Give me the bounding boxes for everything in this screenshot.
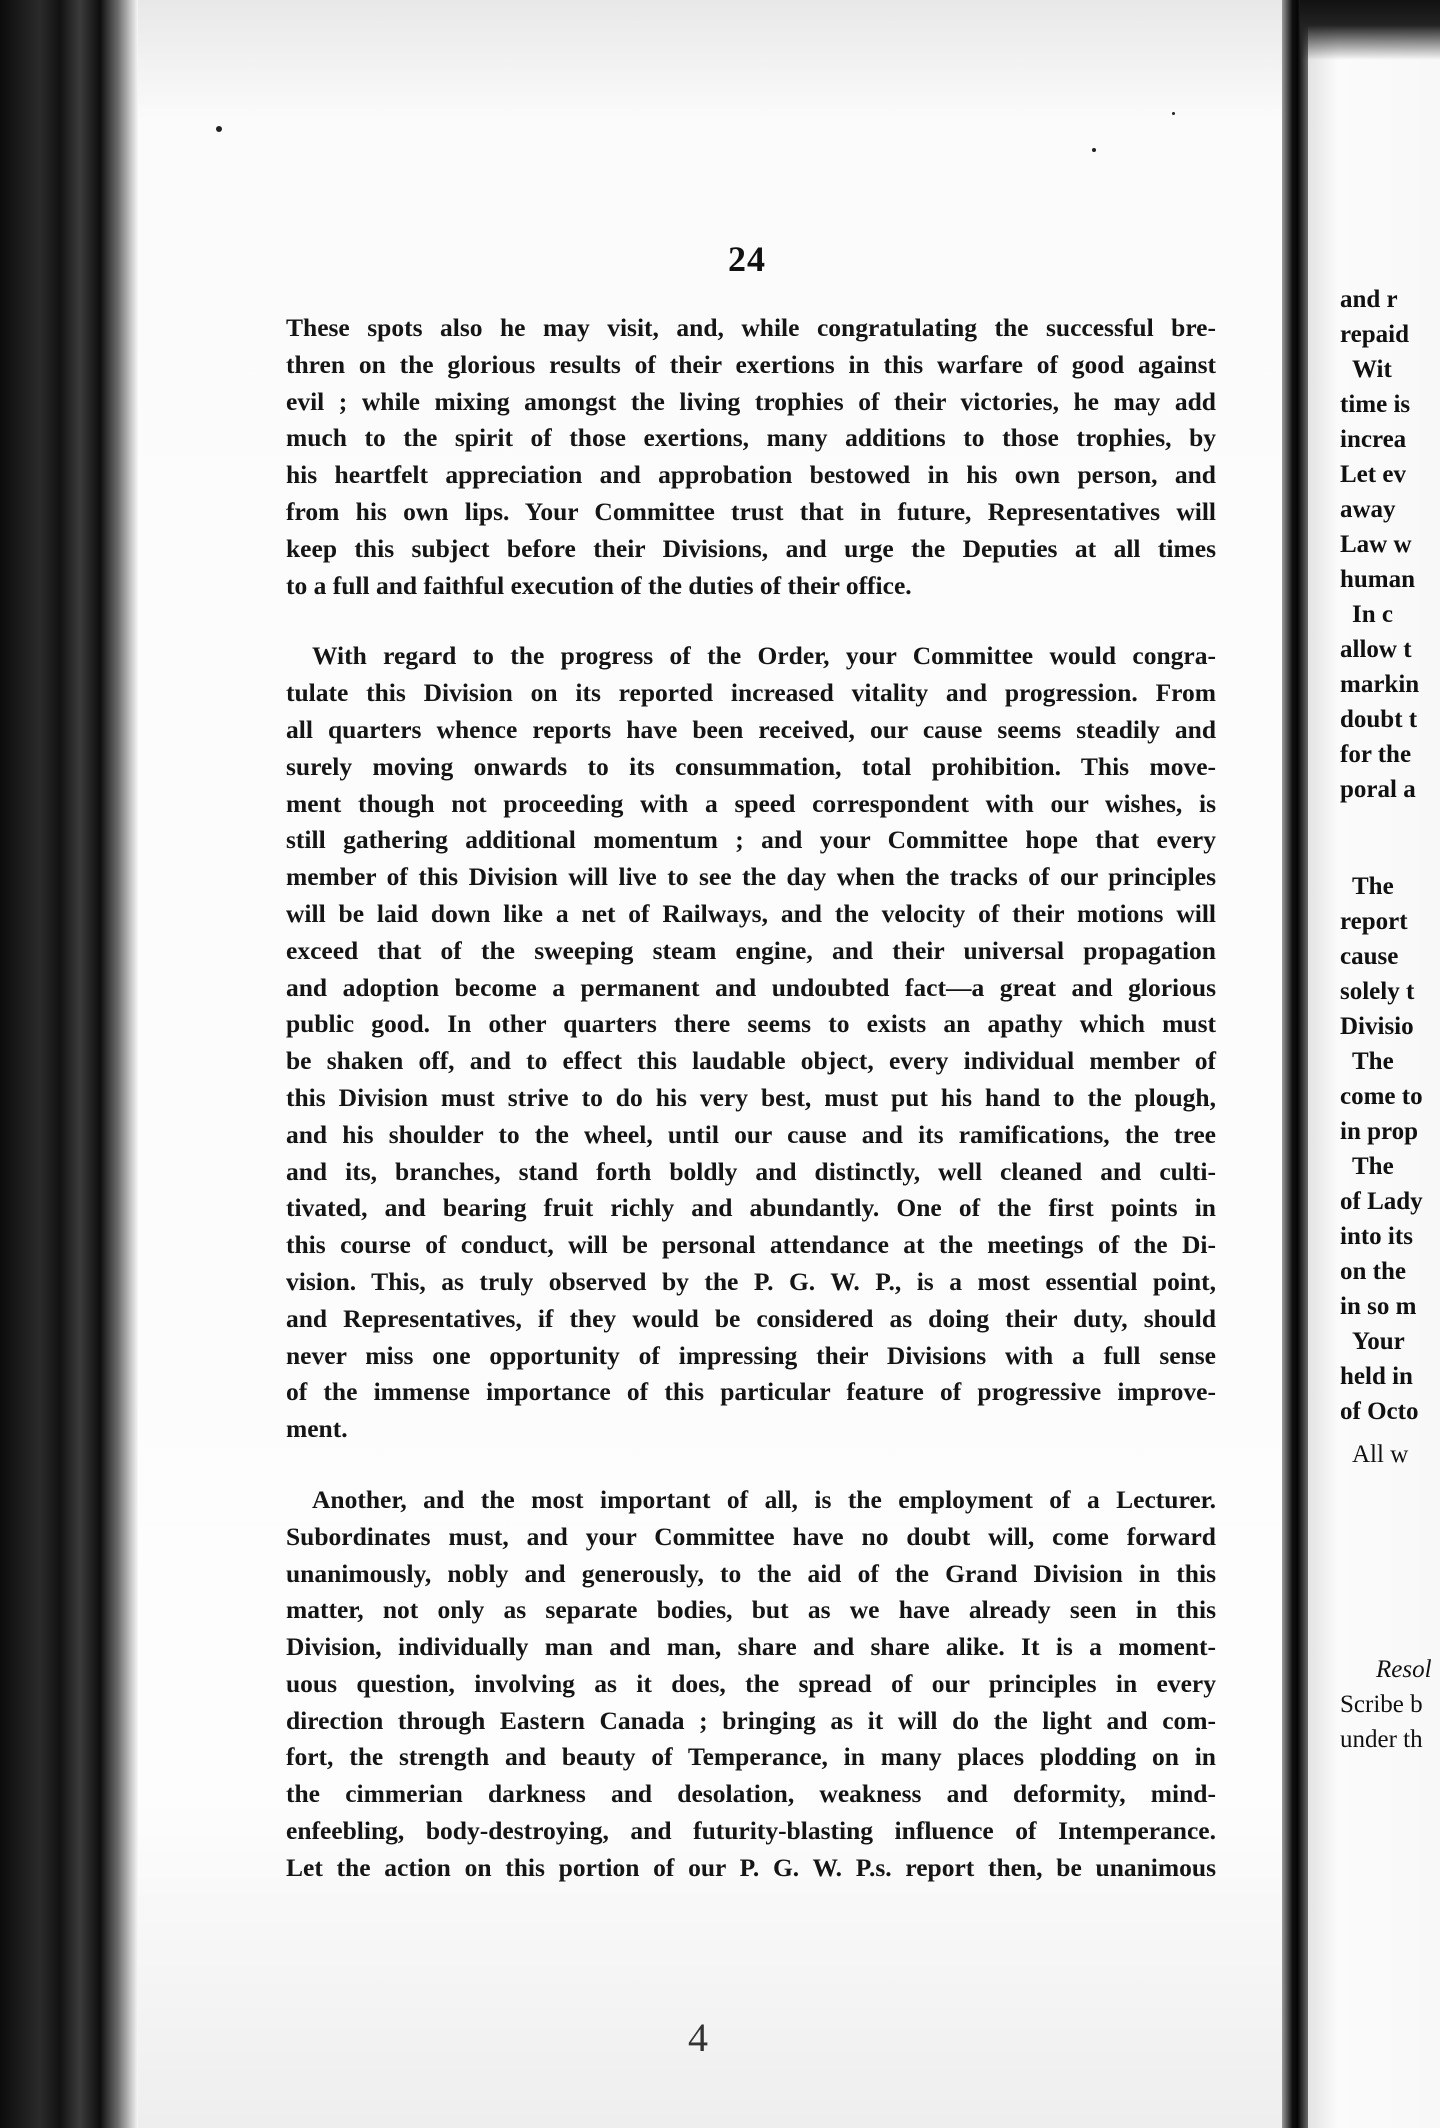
adjacent-line: The — [1352, 1153, 1394, 1180]
adjacent-line: Wit — [1352, 356, 1392, 383]
text-line: will be laid down like a net of Railways, and the velocity of their motions will — [286, 898, 1216, 928]
text-line: and Representatives, if they would be considered as doing their duty, should — [286, 1303, 1216, 1333]
text-line: Subordinates must, and your Committee have no doubt will, come forward — [286, 1521, 1216, 1551]
adjacent-line: away — [1340, 496, 1396, 523]
adjacent-line: Resol — [1376, 1656, 1432, 1683]
text-line: all quarters whence reports have been received, our cause seems steadily and — [286, 714, 1216, 744]
text-line: and his shoulder to the wheel, until our cause and its ramifications, the tree — [286, 1119, 1216, 1149]
text-line: exceed that of the sweeping steam engine, and their universal propagation — [286, 935, 1216, 965]
adjacent-line: of Octo — [1340, 1398, 1419, 1425]
main-text-block — [286, 310, 1216, 1921]
footer-ink-mark: 4 — [688, 2015, 708, 2060]
adjacent-line: held in — [1340, 1363, 1413, 1390]
text-line: ment. — [286, 1414, 348, 1444]
paragraph — [286, 310, 1216, 604]
adjacent-line: Let ev — [1340, 461, 1406, 488]
book-gutter — [1282, 0, 1308, 2128]
adjacent-line: time is — [1340, 391, 1411, 418]
text-line: still gathering additional momentum ; and your Committee hope that every — [286, 825, 1216, 855]
text-line: never miss one opportunity of impressing their Divisions with a full sense — [286, 1340, 1216, 1370]
text-line: tulate this Division on its reported increased vitality and progression. From — [286, 678, 1216, 708]
book-binding-edge — [0, 0, 138, 2128]
page-number: 24 — [728, 239, 766, 279]
adjacent-line: into its — [1340, 1223, 1413, 1250]
text-line: With regard to the progress of the Order, your Committee would congra- — [312, 641, 1216, 671]
adjacent-line: All w — [1352, 1441, 1409, 1468]
text-line: of the immense importance of this particular feature of progressive improve- — [286, 1377, 1216, 1407]
text-line: this Division must strive to do his very best, must put his hand to the plough, — [286, 1082, 1216, 1112]
text-line: keep this subject before their Divisions, and urge the Deputies at all times — [286, 533, 1216, 563]
ink-speck — [1092, 148, 1096, 152]
text-line: surely moving onwards to its consummation, total prohibition. This move- — [286, 751, 1216, 781]
text-line: from his own lips. Your Committee trust that in future, Representatives will — [286, 496, 1216, 526]
text-line: to a full and faithful execution of the duties of their office. — [286, 570, 912, 600]
text-line: uous question, involving as it does, the spread of our principles in every — [286, 1668, 1216, 1698]
text-line: matter, not only as separate bodies, but as we have already seen in this — [286, 1595, 1216, 1625]
text-line: and its, branches, stand forth boldly and distinctly, well cleaned and culti- — [286, 1156, 1216, 1186]
adjacent-line: In c — [1352, 601, 1393, 628]
adjacent-line: The — [1352, 873, 1394, 900]
text-line: the cimmerian darkness and desolation, weakness and deformity, mind- — [286, 1779, 1216, 1809]
text-line: Division, individually man and man, share and share alike. It is a moment- — [286, 1632, 1216, 1662]
ink-speck — [1172, 112, 1175, 115]
paragraph — [286, 638, 1216, 1448]
text-line: Another, and the most important of all, is the employment of a Lecturer. — [312, 1484, 1216, 1514]
adjacent-line: markin — [1340, 671, 1420, 698]
text-line: Let the action on this portion of our P. G. W. P.s. report then, be unanimous — [286, 1852, 1216, 1882]
text-line: thren on the glorious results of their exertions in this warfare of good against — [286, 349, 1216, 379]
adjacent-line: Scribe b — [1340, 1691, 1423, 1718]
adjacent-line: in prop — [1340, 1118, 1419, 1145]
text-line: These spots also he may visit, and, while congratulating the successful bre- — [286, 313, 1216, 342]
adjacent-line: doubt t — [1340, 706, 1418, 733]
adjacent-line: human — [1340, 566, 1416, 593]
adjacent-line: Divisio — [1340, 1013, 1414, 1040]
adjacent-line: repaid — [1340, 321, 1409, 348]
text-line: public good. In other quarters there seems to exists an apathy which must — [286, 1009, 1216, 1039]
adjacent-line: increa — [1340, 426, 1407, 453]
text-line: evil ; while mixing amongst the living trophies of their victories, he may add — [286, 386, 1216, 416]
adjacent-line: in so m — [1340, 1293, 1417, 1320]
ink-speck — [216, 126, 222, 132]
text-line: member of this Division will live to see the day when the tracks of our principles — [286, 862, 1216, 892]
top-corner-shadow — [1300, 0, 1440, 60]
text-line: be shaken off, and to effect this laudable object, every individual member of — [286, 1046, 1216, 1076]
adjacent-line: allow t — [1340, 636, 1412, 663]
adjacent-line: on the — [1340, 1258, 1406, 1285]
text-line: much to the spirit of those exertions, many additions to those trophies, by — [286, 423, 1216, 453]
text-line: his heartfelt appreciation and approbation bestowed in his own person, and — [286, 460, 1216, 490]
text-line: ment though not proceeding with a speed correspondent with our wishes, is — [286, 788, 1216, 818]
text-line: vision. This, as truly observed by the P. G. W. P., is a most essential point, — [286, 1266, 1216, 1296]
adjacent-line: under th — [1340, 1726, 1423, 1753]
adjacent-line: poral a — [1340, 776, 1416, 803]
adjacent-line: come to — [1340, 1083, 1423, 1110]
adjacent-line: Your — [1352, 1328, 1405, 1355]
text-line: and adoption become a permanent and undoubted fact—a great and glorious — [286, 972, 1216, 1002]
adjacent-line: solely t — [1340, 978, 1415, 1005]
text-line: unanimously, nobly and generously, to the aid of the Grand Division in this — [286, 1558, 1216, 1588]
text-line: this course of conduct, will be personal attendance at the meetings of the Di- — [286, 1230, 1216, 1260]
text-line: direction through Eastern Canada ; bringing as it will do the light and com- — [286, 1705, 1216, 1735]
adjacent-line: of Lady — [1340, 1188, 1423, 1215]
text-line: fort, the strength and beauty of Temperance, in many places plodding on in — [286, 1742, 1216, 1772]
adjacent-page-text — [1340, 282, 1440, 1757]
paragraph — [286, 1482, 1216, 1887]
adjacent-line: and r — [1340, 286, 1398, 313]
text-line: enfeebling, body-destroying, and futurity-blasting influence of Intemperance. — [286, 1816, 1216, 1846]
adjacent-line: Law w — [1340, 531, 1412, 558]
text-line: tivated, and bearing fruit richly and abundantly. One of the first points in — [286, 1193, 1216, 1223]
adjacent-line: The — [1352, 1048, 1394, 1075]
adjacent-line: for the — [1340, 741, 1412, 768]
adjacent-line: report — [1340, 908, 1408, 935]
adjacent-line: cause — [1340, 943, 1399, 970]
